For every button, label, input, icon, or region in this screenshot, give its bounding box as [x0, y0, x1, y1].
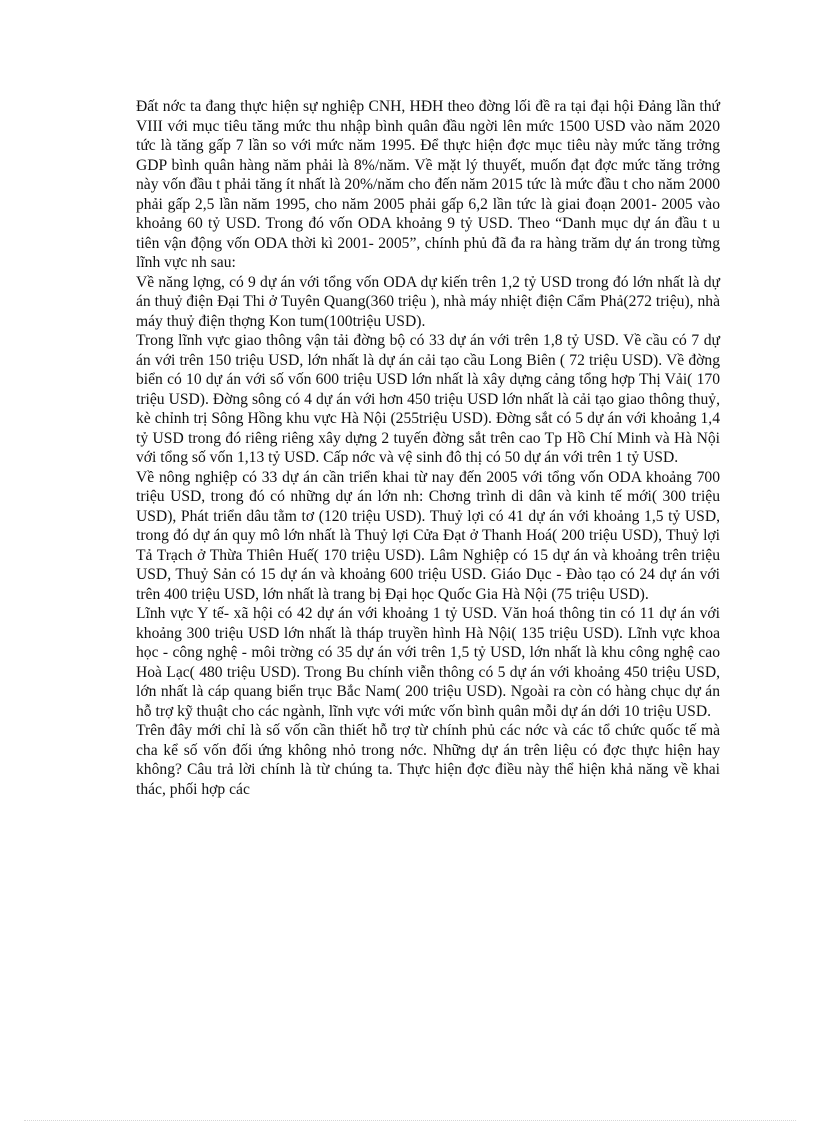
body-text: [136, 97, 720, 799]
paragraph-agriculture: Về nông nghiệp có 33 dự án cần triển khai từ nay đến 2005 với tổng vốn ODA khoảng 700 triệu USD, trong đó có những dự án lớn nh: Chơng trình di dân và kinh tế mới( 300 triệu USD), Phát triển dâu tằm tơ (120 triệu USD). Thuỷ lợi có 41 dự án với khoảng 1,5 tỷ USD, trong đó dự án quy mô lớn nhất là Thuỷ lợi Cửa Đạt ở Thanh Hoá( 200 triệu USD), Thuỷ lợi Tả Trạch ở Thừa Thiên Huế( 170 triệu USD). Lâm Nghiệp có 15 dự án và khoảng trên triệu USD, Thuỷ Sản có 15 dự án và khoảng 600 triệu USD. Giáo Dục - Đào tạo có 24 dự án với trên 400 triệu USD, lớn nhất là trang bị Đại học Quốc Gia Hà Nội (75 triệu USD).: [136, 468, 720, 603]
paragraph-conclusion: Trên đây mới chỉ là số vốn cần thiết hỗ trợ từ chính phủ các nớc và các tổ chức quốc tế mà cha kể số vốn đối ứng không nhỏ trong nớc. Những dự án trên liệu có đợc thực hiện hay không? Câu trả lời chính là từ chúng ta. Thực hiện đợc điều này thể hiện khả năng về khai thác, phối hợp các: [136, 722, 720, 798]
paragraph-transport: Trong lĩnh vực giao thông vận tải đờng bộ có 33 dự án với trên 1,8 tỷ USD. Về cầu có 7 dự án với trên 150 triệu USD, lớn nhất là dự án cải tạo cầu Long Biên ( 72 triệu USD). Về đờng biển có 10 dự án với số vốn 600 triệu USD lớn nhất là xây dựng cảng tổng hợp Thị Vải( 170 triệu USD). Đờng sông có 4 dự án với hơn 450 triệu USD lớn nhất là cải tạo giao thông thuỷ, kè chỉnh trị Sông Hồng khu vực Hà Nội (255triệu USD). Đờng sắt có 5 dự án với khoảng 1,4 tỷ USD trong đó riêng riêng xây dựng 2 tuyến đờng sắt trên cao Tp Hồ Chí Minh và Hà Nội với tổng số vốn 1,13 tỷ USD. Cấp nớc và vệ sinh đô thị có 50 dự án với trên 1 tỷ USD.: [136, 332, 720, 466]
paragraph-health-culture: Lĩnh vực Y tế- xã hội có 42 dự án với khoảng 1 tỷ USD. Văn hoá thông tin có 11 dự án với khoảng 300 triệu USD lớn nhất là tháp truyền hình Hà Nội( 135 triệu USD). Lĩnh vực khoa học - công nghệ - môi trờng có 35 dự án với trên 1,5 tỷ USD, lớn nhất là khu công nghệ cao Hoà Lạc( 480 triệu USD). Trong Bu chính viễn thông có 5 dự án với khoảng 450 triệu USD, lớn nhất là cáp quang biển trục Bắc Nam( 200 triệu USD). Ngoài ra còn có hàng chục dự án hỗ trợ kỹ thuật cho các ngành, lĩnh vực với mức vốn bình quân mỗi dự án dới 10 triệu USD.: [136, 605, 720, 720]
paragraph-intro: Đất nớc ta đang thực hiện sự nghiệp CNH, HĐH theo đờng lối đề ra tại đại hội Đảng lần thứ VIII với mục tiêu tăng mức thu nhập bình quân đầu ngời lên mức 1500 USD vào năm 2020 tức là tăng gấp 7 lần so với mức năm 1995. Để thực hiện đợc mục tiêu này mức tăng trởng GDP bình quân hàng năm phải là 8%/năm. Về mặt lý thuyết, muốn đạt đợc mức tăng trởng này vốn đầu t phải tăng ít nhất là 20%/năm cho đến năm 2015 tức là mức đầu t cho năm 2000 phải gấp 2,5 lần năm 1995, cho năm 2005 phải gấp 6,2 lần tức là giai đoạn 2001- 2005 vào khoảng 60 tỷ USD. Trong đó vốn ODA khoảng 9 tỷ USD. Theo “Danh mục dự án đầu t u tiên vận động vốn ODA thời kì 2001- 2005”, chính phủ đã đa ra hàng trăm dự án trong từng lĩnh vực nh sau:: [136, 98, 720, 271]
paragraph-energy: Về năng lợng, có 9 dự án với tổng vốn ODA dự kiến trên 1,2 tỷ USD trong đó lớn nhất là dự án thuỷ điện Đại Thi ở Tuyên Quang(360 triệu ), nhà máy nhiệt điện Cẩm Phả(272 triệu), nhà máy thuỷ điện thợng Kon tum(100triệu USD).: [136, 273, 720, 330]
page-bottom-rule: [24, 1120, 796, 1121]
